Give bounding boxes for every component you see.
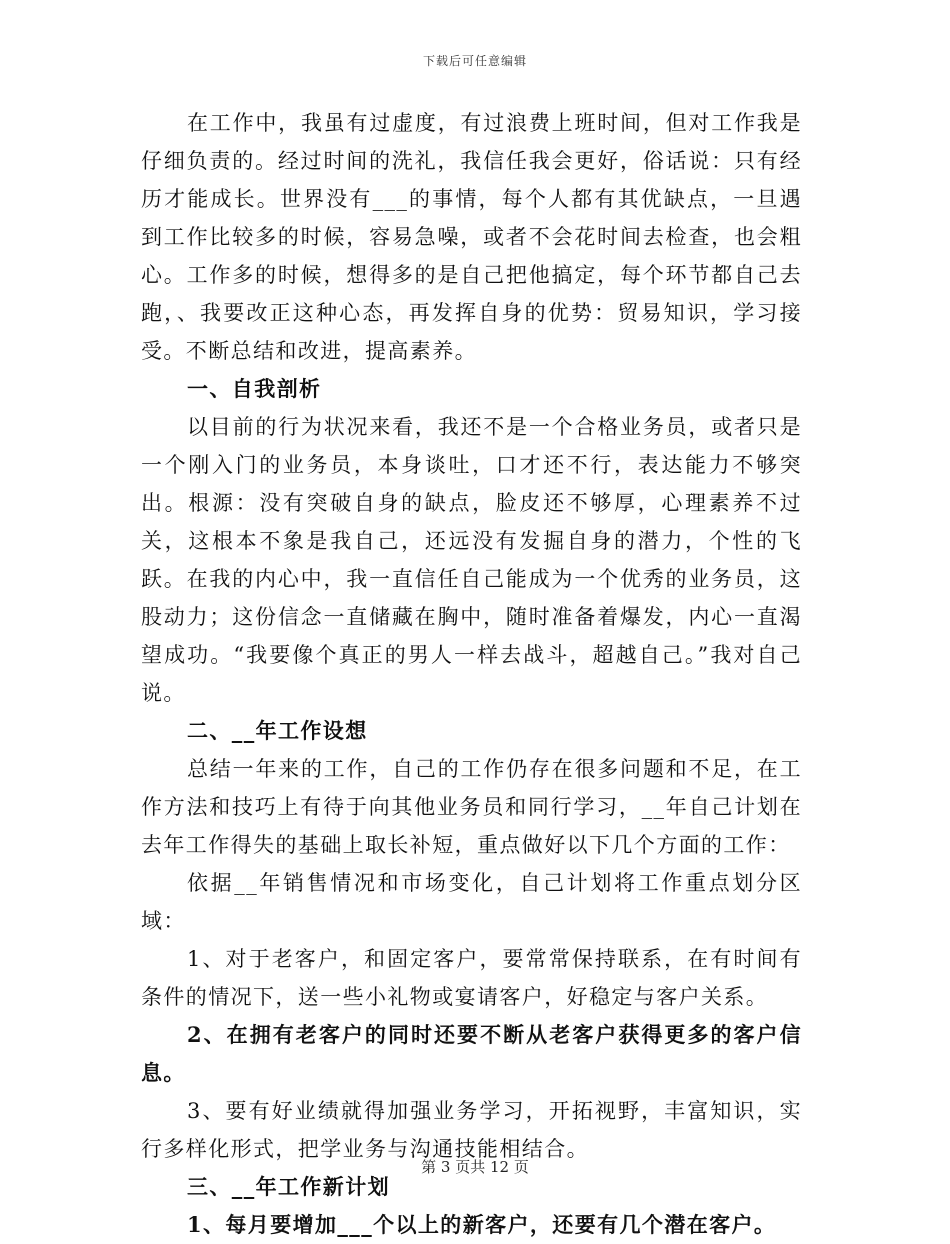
list-item-business-study: 3、要有好业绩就得加强业务学习，开拓视野，丰富知识，实行多样化形式，把学业务与沟通技能相结合。 — [141, 1099, 802, 1161]
page-header: 下载后可任意编辑 — [422, 54, 527, 68]
list-item-customer-info: 2、在拥有老客户的同时还要不断从老客户获得更多的客户信息。 — [141, 1022, 802, 1085]
list-item-new-customers: 1、每月要增加___个以上的新客户，还要有几个潜在客户。 — [187, 1212, 777, 1237]
section-heading-self-analysis: 一、自我剖析 — [187, 376, 322, 401]
page-number-footer: 第 3 页共 12 页 — [421, 1158, 529, 1176]
document-body — [141, 104, 802, 1244]
section-heading-new-plan: 三、__年工作新计划 — [187, 1174, 390, 1199]
paragraph-year-summary: 总结一年来的工作，自己的工作仍存在很多问题和不足，在工作方法和技巧上有待于向其他业务员和同行学习，__年自己计划在去年工作得失的基础上取长补短，重点做好以下几个方面的工作： — [141, 757, 802, 857]
paragraph-work-reflection: 在工作中，我虽有过虚度，有过浪费上班时间，但对工作我是仔细负责的。经过时间的洗礼，我信任我会更好，俗话说：只有经历才能成长。世界没有___的事情，每个人都有其优缺点，一旦遇到工作比较多的时候，容易急噪，或者不会花时间去检查，也会粗心。工作多的时候，想得多的是自己把他搞定，每个环节都自己去跑，、我要改正这种心态，再发挥自身的优势：贸易知识，学习接受。不断总结和改进，提高素养。 — [141, 111, 802, 363]
section-heading-work-plan: 二、__年工作设想 — [187, 718, 368, 743]
list-item-old-customers: 1、对于老客户，和固定客户，要常常保持联系，在有时间有条件的情况下，送一些小礼物或宴请客户，好稳定与客户关系。 — [141, 947, 802, 1009]
paragraph-self-analysis: 以目前的行为状况来看，我还不是一个合格业务员，或者只是一个刚入门的业务员，本身谈吐，口才还不行，表达能力不够突出。根源：没有突破自身的缺点，脸皮还不够厚，心理素养不过关，这根本不象是我自己，还远没有发掘自身的潜力，个性的飞跃。在我的内心中，我一直信任自己能成为一个优秀的业务员，这股动力；这份信念一直储藏在胸中，随时准备着爆发，内心一直渴望成功。“我要像个真正的男人一样去战斗，超越自己。”我对自己说。 — [141, 415, 802, 705]
paragraph-region-plan: 依据__年销售情况和市场变化，自己计划将工作重点划分区域： — [141, 871, 802, 933]
